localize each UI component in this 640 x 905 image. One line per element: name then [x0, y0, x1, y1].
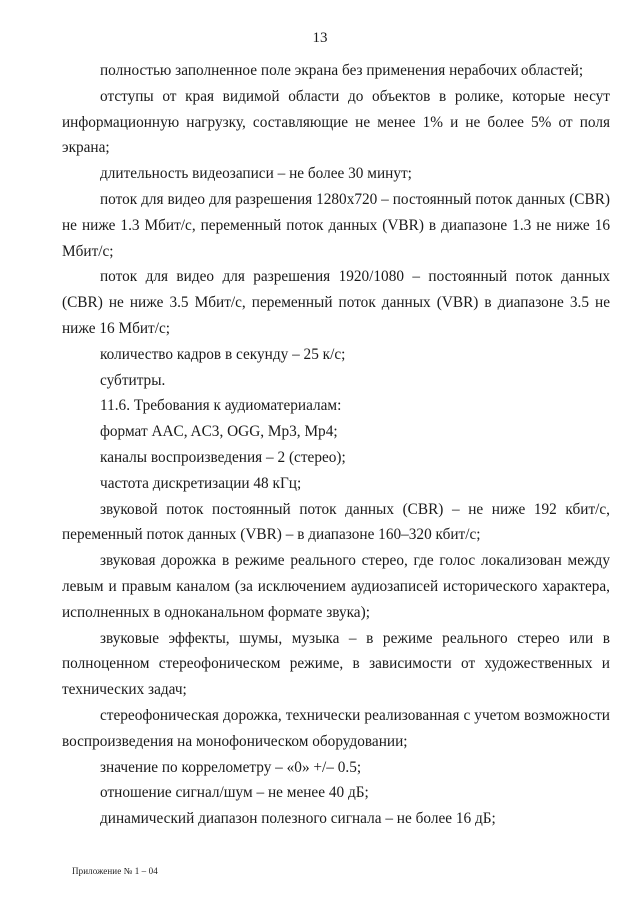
- paragraph: количество кадров в секунду – 25 к/с;: [100, 345, 346, 363]
- paragraph: значение по коррелометру – «0» +/– 0.5;: [100, 758, 362, 776]
- footer-appendix-label: Приложение № 1 – 04: [72, 866, 158, 876]
- paragraph: полностью заполненное поле экрана без применения нерабочих областей;: [100, 62, 584, 79]
- paragraph: отступы от края видимой области до объектов в ролике, которые несут информационную нагрузку, составляющие не менее 1% и не более 5% от поля экрана;: [62, 87, 610, 157]
- page-number: 13: [312, 30, 328, 46]
- paragraph: стереофоническая дорожка, технически реализованная с учетом возможности воспроизведения на монофоническом оборудовании;: [62, 706, 610, 750]
- section-heading: 11.6. Требования к аудиоматериалам:: [100, 397, 342, 415]
- paragraph: частота дискретизации 48 кГц;: [100, 474, 302, 492]
- paragraph: звуковая дорожка в режиме реального стерео, где голос локализован между левым и правым каналом (за исключением аудиозаписей исторического характера, исполненных в одноканальном формате звука);: [62, 552, 610, 621]
- paragraph: каналы воспроизведения – 2 (стерео);: [100, 448, 346, 466]
- paragraph: длительность видеозаписи – не более 30 минут;: [100, 165, 412, 183]
- paragraph: поток для видео для разрешения 1280x720 – постоянный поток данных (CBR) не ниже 1.3 Мбит/с, переменный поток данных (VBR) в диапазоне 1.3 не ниже 16 Мбит/с;: [62, 190, 610, 260]
- paragraph: отношение сигнал/шум – не менее 40 дБ;: [100, 784, 369, 802]
- paragraph: поток для видео для разрешения 1920/1080 – постоянный поток данных (CBR) не ниже 3.5 Мбит/с, переменный поток данных (VBR) в диапазоне 3.5 не ниже 16 Мбит/с;: [62, 268, 610, 337]
- paragraph: звуковой поток постоянный поток данных (CBR) – не ниже 192 кбит/с, переменный поток данных (VBR) – в диапазоне 160–320 кбит/с;: [62, 500, 610, 544]
- paragraph: формат AAC, AC3, OGG, Mp3, Mp4;: [100, 423, 338, 441]
- paragraph: динамический диапазон полезного сигнала – не более 16 дБ;: [100, 810, 496, 828]
- paragraph: субтитры.: [100, 371, 166, 389]
- document-body: [62, 58, 610, 832]
- paragraph: звуковые эффекты, шумы, музыка – в режиме реального стерео или в полноценном стереофоническом режиме, в зависимости от художественных и технических задач;: [62, 629, 610, 699]
